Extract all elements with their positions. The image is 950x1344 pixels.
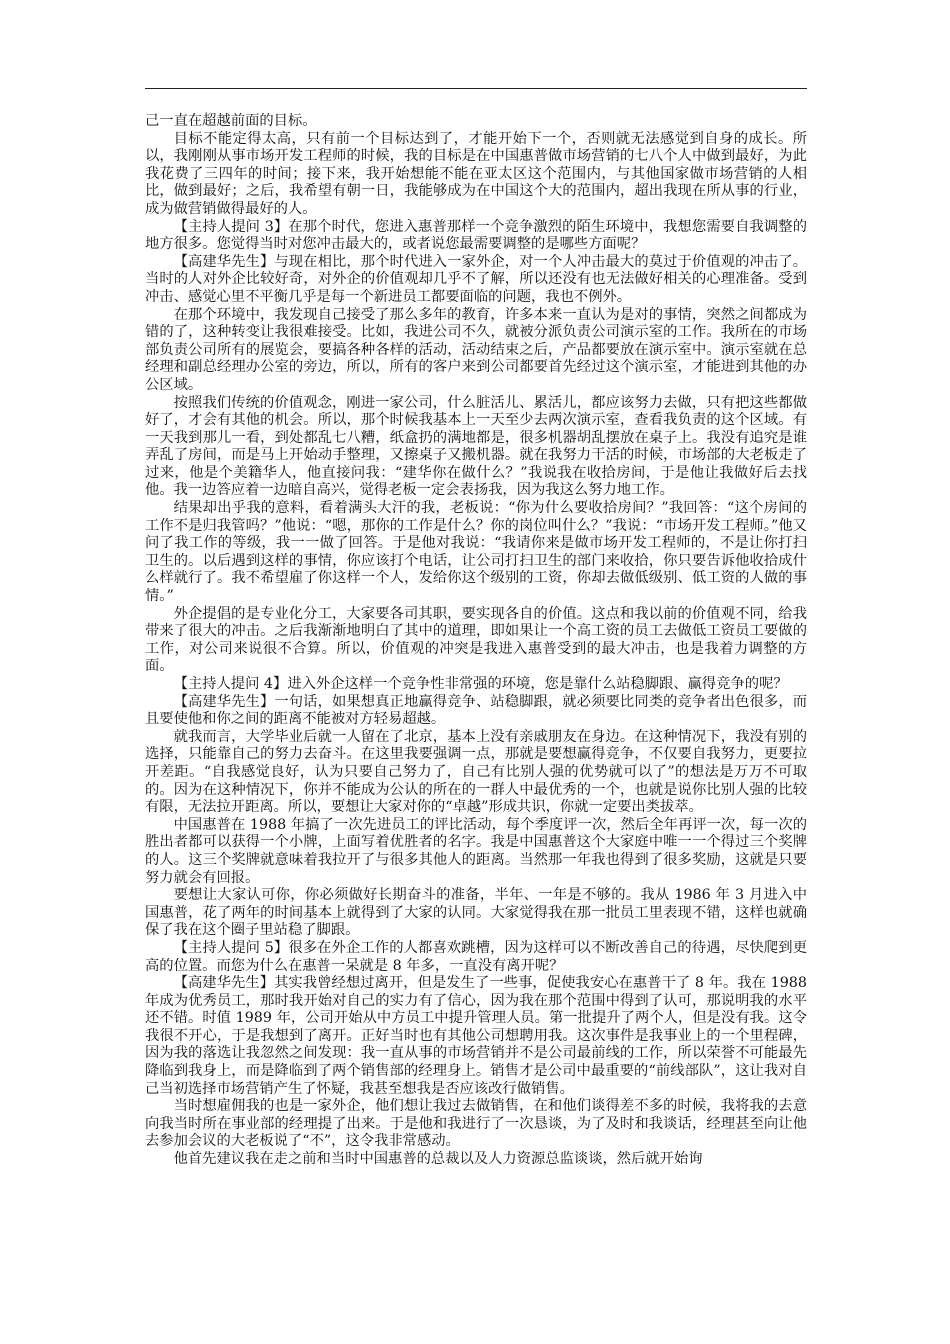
speaker-label: 【主持人提问 3】 (173, 218, 289, 235)
paragraph (145, 729, 807, 817)
paragraph (145, 395, 807, 501)
paragraph (145, 887, 807, 940)
paragraph-text: 结果却出乎我的意料，看着满头大汗的我，老板说：“你为什么要收拾房间？”我回答：“这个房间的工作不是归我管吗？”他说：“嗯，那你的工作是什么？你的岗位叫什么？”我说：“市场开发工程师。”他又问了我工作的等级，我一一做了回答。于是他对我说：“我请你来是做市场开发工程师的，不是让你打扫卫生的。以后遇到这样的事情，你应该打个电话，让公司打扫卫生的部门来收拾，你只要告诉他收拾成什么样就行了。我不希望雇了你这样一个人，发给你这个级别的工资，你却去做低级别、低工资的人做的事情。” (145, 500, 807, 605)
paragraph-text: 很多在外企工作的人都喜欢跳槽，因为这样可以不断改善自己的待遇，尽快爬到更高的位置。而您为什么在惠普一呆就是 8 年多，一直没有离开呢？ (145, 939, 808, 974)
paragraph (145, 940, 807, 975)
paragraph (145, 975, 807, 1098)
speaker-label: 【高建华先生】 (173, 975, 275, 992)
paragraph (145, 694, 807, 729)
speaker-label: 【主持人提问 5】 (173, 939, 289, 956)
document-page (145, 0, 807, 1344)
paragraph (145, 219, 807, 254)
paragraph-text: 中国惠普在 1988 年搞了一次先进员工的评比活动，每个季度评一次，然后全年再评一次，每一次的胜出者都可以获得一个小牌，上面写着优胜者的名字。我是中国惠普这个大家庭中唯一一个得过三个奖牌的人。这三个奖牌就意味着我拉开了与很多其他人的距离。当然那一年我也得到了很多奖励，这就是只要努力就会有回报。 (145, 816, 807, 886)
paragraph (145, 307, 807, 395)
paragraph-text: 按照我们传统的价值观念，刚进一家公司，什么脏活儿、累活儿，都应该努力去做，只有把这些都做好了，才会有其他的机会。所以，那个时候我基本上一天至少去两次演示室，查看我负责的这个区域。有一天我到那儿一看，到处都乱七八糟，纸盒扔的满地都是，很多机器胡乱摆放在桌子上。我没有追究是谁弄乱了房间，而是马上开始动手整理，又擦桌子又搬机器。就在我努力干活的时候，市场部的大老板走了过来，他是个美籍华人，他直接问我：“建华你在做什么？”我说我在收拾房间，于是他让我做好后去找他。我一边答应着一边暗自高兴，觉得老板一定会表扬我，因为我这么努力地工作。 (145, 394, 807, 499)
paragraph (145, 676, 807, 694)
paragraph (145, 500, 807, 606)
paragraph-text: 与现在相比，那个时代进入一家外企，对一个人冲击最大的莫过于价值观的冲击了。当时的人对外企比较好奇，对外企的价值观却几乎不了解，所以还没有也无法做好相关的心理准备。受到冲击、感觉心里不平衡几乎是每一个新进员工都要面临的问题，我也不例外。 (145, 253, 808, 305)
paragraph-text: 在那个时代，您进入惠普那样一个竞争激烈的陌生环境中，我想您需要自我调整的地方很多。您觉得当时对您冲击最大的，或者说您最需要调整的是哪些方面呢？ (145, 218, 808, 253)
paragraph-text: 当时想雇佣我的也是一家外企，他们想让我过去做销售，在和他们谈得差不多的时候，我将我的去意向我当时所在事业部的经理提了出来。于是他和我进行了一次恳谈，为了及时和我谈话，经理甚至向让他去参加会议的大老板说了“不”，这令我非常感动。 (145, 1098, 807, 1150)
paragraph (145, 254, 807, 307)
paragraph (145, 131, 807, 219)
paragraph-text: 目标不能定得太高，只有前一个目标达到了，才能开始下一个，否则就无法感觉到自身的成长。所以，我刚刚从事市场开发工程师的时候，我的目标是在中国惠普做市场营销的七八个人中做到最好，为此我花费了三四年的时间；接下来，我开始想能不能在亚太区这个范围内，与其他国家做市场营销的人相比，做到最好；之后，我希望有朝一日，我能够成为在中国这个大的范围内，超出我现在所从事的行业，成为做营销做得最好的人。 (145, 130, 807, 217)
paragraph-text: 己一直在超越前面的目标。 (145, 113, 317, 129)
paragraph (145, 1098, 807, 1151)
speaker-label: 【主持人提问 4】 (173, 676, 288, 692)
document-body (145, 113, 807, 1169)
paragraph (145, 817, 807, 887)
paragraph (145, 606, 807, 676)
paragraph-text: 一句话，如果想真正地赢得竞争、站稳脚跟，就必须要比同类的竞争者出色很多，而且要使他和你之间的距离不能被对方轻易超越。 (145, 693, 808, 728)
speaker-label: 【高建华先生】 (173, 253, 275, 270)
paragraph (145, 1151, 807, 1169)
paragraph-text: 就我而言，大学毕业后就一人留在了北京，基本上没有亲戚朋友在身边。在这种情况下，我没有别的选择，只能靠自己的努力去奋斗。在这里我要强调一点，那就是要想赢得竞争，不仅要自我努力，更要拉开差距。“自我感觉良好，认为只要自己努力了，自己有比别人强的优势就可以了”的想法是万万不可取的。因为在这种情况下，你并不能成为公认的所在的一群人中最优秀的一个，也就是说你比别人强的比较有限，无法拉开距离。所以，要想让大家对你的“卓越”形成共识，你就一定要出类拔萃。 (145, 728, 807, 816)
paragraph-text: 在那个环境中，我发现自己接受了那么多年的教育，许多本来一直认为是对的事情，突然之间都成为错的了，这种转变让我很难接受。比如，我进公司不久，就被分派负责公司演示室的工作。我所在的市场部负责公司所有的展览会，要搞各种各样的活动，活动结束之后，产品都要放在演示室中。演示室就在总经理和副总经理办公室的旁边，所以，所有的客户来到公司都要首先经过这个演示室，才能进到其他的办公区域。 (145, 306, 807, 393)
paragraph-text: 进入外企这样一个竞争性非常强的环境，您是靠什么站稳脚跟、赢得竞争的呢？ (287, 676, 788, 692)
paragraph-text: 其实我曾经想过离开，但是发生了一些事，促使我安心在惠普干了 8 年。我在 1988 年成为优秀员工，那时我开始对自己的实力有了信心，因为我在那个范围中得到了认可，那说明我的水平还不错。时值 1989 年，公司开始从中方员工中提升管理人员。第一批提升了两个人，但是没有我。这令我很不开心，于是我想到了离开。正好当时也有其他公司想聘用我。这次事件是我事业上的一个里程碑，因为我的落选让我忽然之间发现：我一直从事的市场营销并不是公司最前线的工作，所以荣誉不可能最先降临到我身上，而是降临到了两个销售部的经理身上。销售才是公司中最重要的“前线部队”，这让我对自己当初选择市场营销产生了怀疑，我甚至想我是否应该改行做销售。 (145, 975, 808, 1097)
speaker-label: 【高建华先生】 (173, 693, 275, 710)
paragraph-text: 他首先建议我在走之前和当时中国惠普的总裁以及人力资源总监谈谈，然后就开始询 (173, 1151, 703, 1168)
paragraph-text: 外企提倡的是专业化分工，大家要各司其职，要实现各自的价值。这点和我以前的价值观不同，给我带来了很大的冲击。之后我渐渐地明白了其中的道理，即如果让一个高工资的员工去做低工资员工要做的工作，对公司来说很不合算。所以，价值观的冲突是我进入惠普受到的最大冲击，也是我着力调整的方面。 (145, 605, 807, 675)
paragraph-text: 要想让大家认可你，你必须做好长期奋斗的准备，半年、一年是不够的。我从 1986 年 3 月进入中国惠普，花了两年的时间基本上就得到了大家的认同。大家觉得我在那一批员工里表现不错，这样也就确保了我在这个圈子里站稳了脚跟。 (145, 887, 807, 939)
paragraph (145, 113, 807, 131)
header-rule (145, 88, 807, 89)
